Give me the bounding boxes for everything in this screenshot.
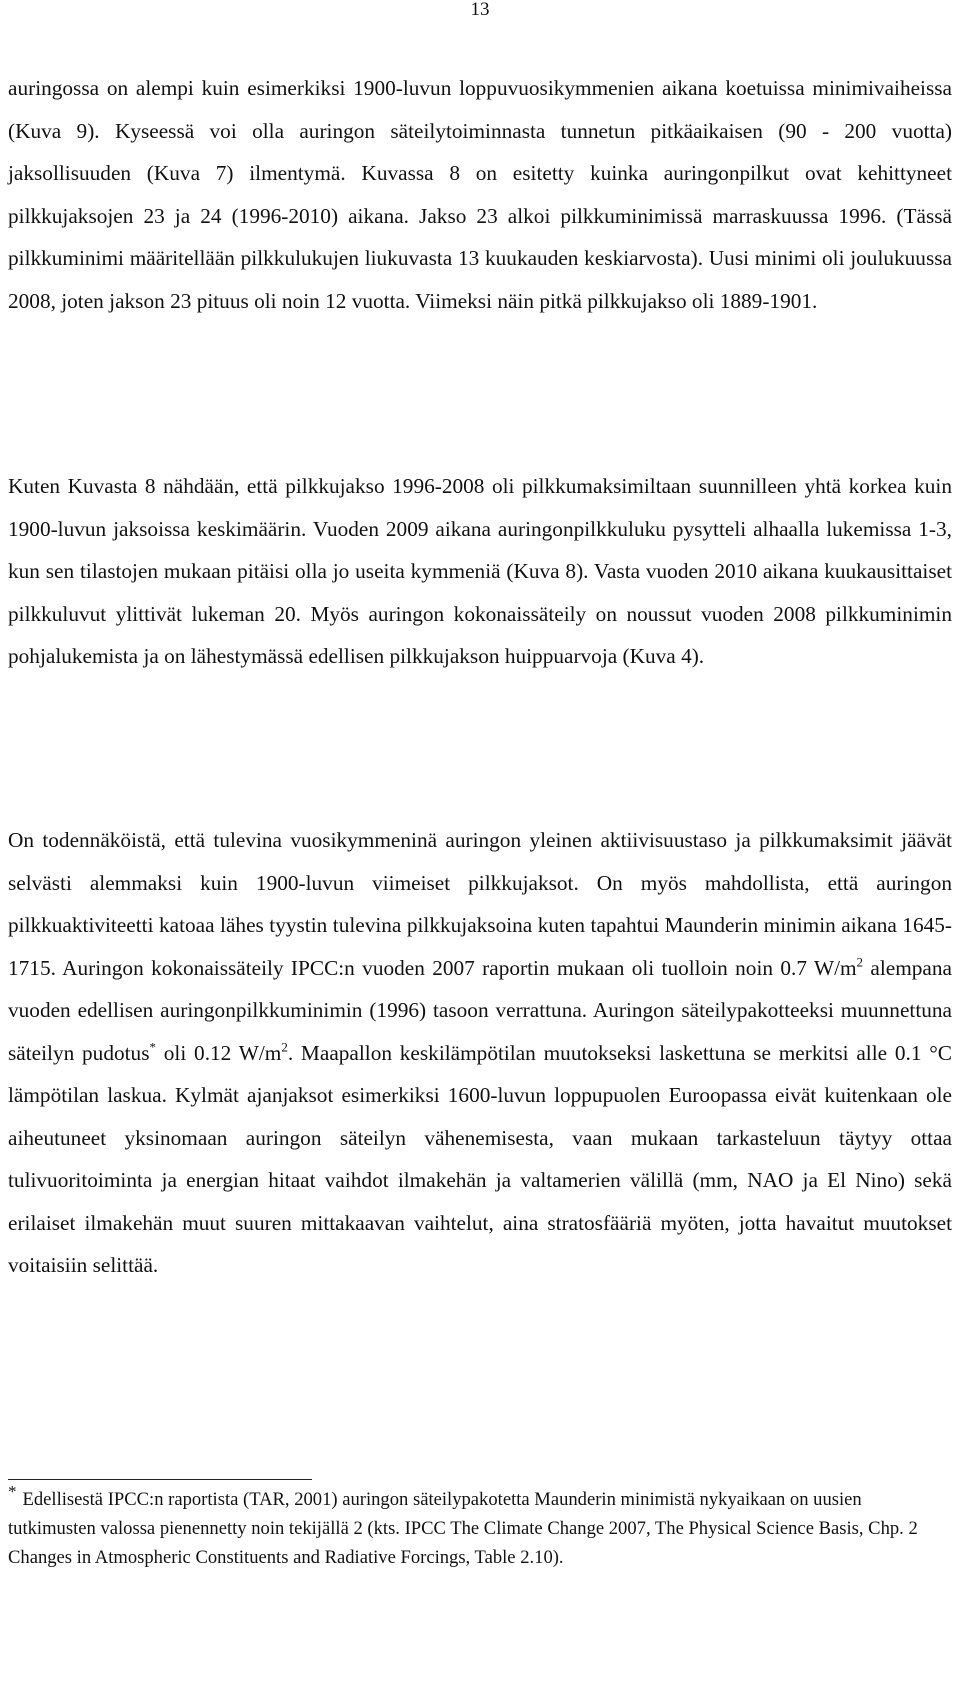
footnote-separator bbox=[8, 1479, 312, 1480]
footnote-text: Edellisestä IPCC:n raportista (TAR, 2001) auringon säteilypakotetta Maunderin minimistä nykyaikaan on uusien tutkimusten valossa pienennetty noin tekijällä 2 (kts. IPCC The Climate Change 2007, The Physical Science Basis, Chp. 2 Changes in Atmospheric Constituents and Radiative Forcings, Table 2.10). bbox=[8, 1489, 918, 1568]
body-paragraph-2: Kuten Kuvasta 8 nähdään, että pilkkujakso 1996-2008 oli pilkkumaksimiltaan suunnilleen yhtä korkea kuin 1900-luvun jaksoissa keskimäärin. Vuoden 2009 aikana auringonpilkkuluku pysytteli alhaalla lukemissa 1-3, kun sen tilastojen mukaan pitäisi olla jo useita kymmeniä (Kuva 8). Vasta vuoden 2010 aikana kuukausittaiset pilkkuluvut ylittivät lukeman 20. Myös auringon kokonaissäteily on noussut vuoden 2008 pilkkuminimin pohjalukemista ja on lähestymässä edellisen pilkkujakson huippuarvoja (Kuva 4). bbox=[8, 474, 952, 668]
body-paragraph-1: auringossa on alempi kuin esimerkiksi 1900-luvun loppuvuosikymmenien aikana koetuissa minimivaiheissa (Kuva 9). Kyseessä voi olla auringon säteilytoiminnasta tunnetun pitkäaikaisen (90 - 200 vuotta) jaksollisuuden (Kuva 7) ilmentymä. Kuvassa 8 on esitetty kuinka auringonpilkut ovat kehittyneet pilkkujaksojen 23 ja 24 (1996-2010) aikana. Jakso 23 alkoi pilkkuminimissä marraskuussa 1996. (Tässä pilkkuminimi määritellään pilkkulukujen liukuvasta 13 kuukauden keskiarvosta). Uusi minimi oli joulukuussa 2008, joten jakson 23 pituus oli noin 12 vuotta. Viimeksi näin pitkä pilkkujakso oli 1889-1901. bbox=[8, 76, 952, 313]
paragraph-3-text-a: On todennäköistä, että tulevina vuosikymmeninä auringon yleinen aktiivisuustaso ja pilkkumaksimit jäävät selvästi alemmaksi kuin 1900-luvun viimeiset pilkkujaksot. On myös mahdollista, että auringon pilkkuaktiviteetti katoaa lähes tyystin tulevina pilkkujaksoina kuten tapahtui Maunderin minimin aikana 1645-1715. Auringon kokonaissäteily IPCC:n vuoden 2007 raportin mukaan oli tuolloin noin 0.7 W/m bbox=[8, 828, 952, 980]
paragraph-3-text-b: alempana vuoden edellisen auringonpilkkuminimin (1996) tasoon verrattuna. Auringon säteilypakotteeksi muunnettuna säteilyn pudotus bbox=[8, 955, 952, 1065]
superscript-squared: 2 bbox=[281, 1039, 288, 1055]
footnote-reference: * bbox=[149, 1039, 156, 1055]
page-number: 13 bbox=[470, 0, 490, 20]
superscript-squared: 2 bbox=[856, 954, 864, 970]
paragraph-3-text-d: . Maapallon keskilämpötilan muutokseksi laskettuna se merkitsi alle 0.1 °C lämpötilan laskua. Kylmät ajanjaksot esimerkiksi 1600-luvun loppupuolen Euroopassa eivät kuitenkaan ole aiheutuneet yksinomaan auringon säteilyn vähenemisesta, vaan mukaan tarkasteluun täytyy ottaa tulivuoritoiminta ja energian hitaat vaihdot ilmakehän ja valtamerien välillä (mm, NAO ja El Nino) sekä erilaiset ilmakehän muut suuren mittakaavan vaihtelut, aina stratosfääriä myöten, jotta havaitut muutokset voitaisiin selittää. bbox=[8, 1040, 952, 1277]
body-paragraph-3 bbox=[8, 819, 952, 1287]
footnote-marker: * bbox=[8, 1482, 17, 1502]
footnote bbox=[8, 1482, 952, 1572]
paragraph-3-text-c: oli 0.12 W/m bbox=[155, 1040, 282, 1065]
